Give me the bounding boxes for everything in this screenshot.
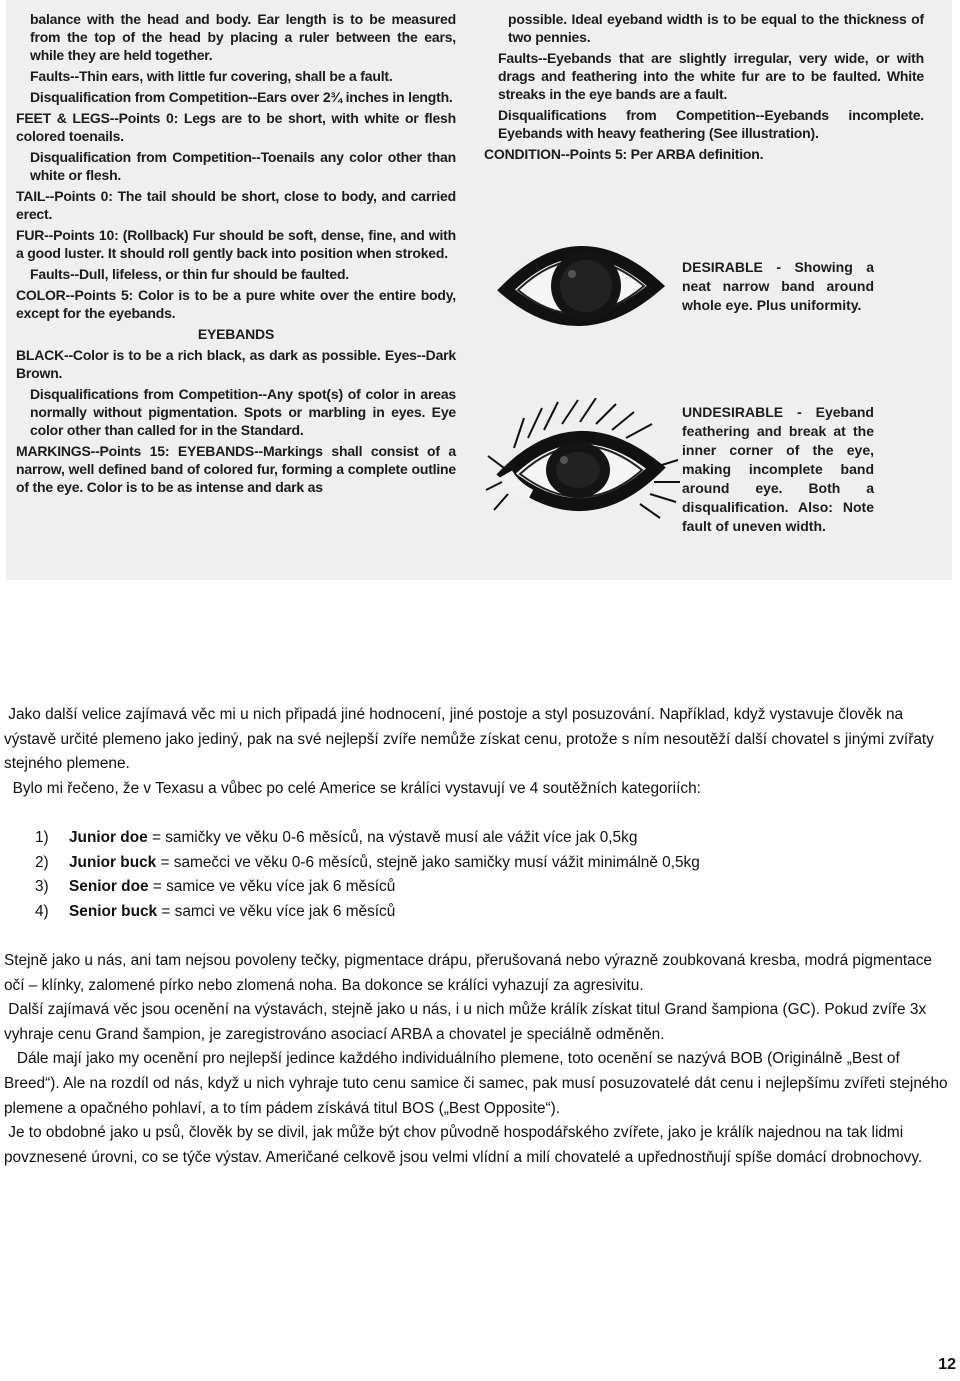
category-desc: = samečci ve věku 0-6 měsíců, stejně jako samičky musí vážit minimálně 0,5kg	[156, 853, 700, 871]
category-desc: = samičky ve věku 0-6 měsíců, na výstavě musí ale vážit více jak 0,5kg	[147, 828, 638, 846]
paragraph	[4, 703, 956, 777]
desirable-eye-icon	[484, 222, 684, 372]
scan-right-column	[484, 10, 924, 166]
list-item	[35, 900, 956, 925]
category-list	[4, 826, 956, 924]
paragraph: Stejně jako u nás, ani tam nejsou povoleny tečky, pigmentace drápu, přerušovaná nebo výrazně zoubkovaná kresba, modrá pigmentace očí – klínky, zalomené pírko nebo zlomená noha. Ba dokonce se králíci vyhazují za agresivitu.	[4, 951, 932, 994]
scan-para: Disqualification from Competition--Toenails any color other than white or flesh.	[30, 149, 456, 183]
list-number: 2)	[35, 853, 49, 871]
scan-para: COLOR--Points 5: Color is to be a pure white over the entire body, except for the eyebands.	[16, 287, 456, 321]
scan-para: TAIL--Points 0: The tail should be short, close to body, and carried erect.	[16, 188, 456, 222]
desirable-caption: DESIRABLE - Showing a neat narrow band around whole eye. Plus uniformity.	[682, 259, 874, 313]
scanned-standard-image	[6, 0, 952, 580]
category-desc: = samci ve věku více jak 6 měsíců	[157, 902, 396, 920]
paragraph-text: Další zajímavá věc jsou ocenění na výstavách, stejně jako u nás, i u nich může králík získat titul Grand šampiona (GC). Pokud zvíře 3x vyhraje cenu Grand šampion, je zaregistrováno asociací ARBA a chovatel je speciálně odměněn.	[4, 1001, 927, 1043]
paragraph-text: Dále mají jako my ocenění pro nejlepší jedince každého individuálního plemene, toto ocenění se nazývá BOB (Originálně „Best of Breed“). Ale na rozdíl od nás, když u nich vyhraje tuto cenu samice či samec, pak musí posuzovatelé dát cenu i nejlepšímu zvířeti stejného plemene a opačného pohlaví, a to tím pádem získává titul BOS („Best Opposite“).	[4, 1050, 948, 1117]
list-item	[35, 875, 956, 900]
list-item	[35, 826, 956, 851]
undesirable-caption: UNDESIRABLE - Eyeband feathering and break at the inner corner of the eye, making incomplete band around eye. Both a disqualification. Also: Note fault of uneven width.	[682, 404, 874, 534]
article-text	[4, 703, 956, 1170]
scan-para: MARKINGS--Points 15: EYEBANDS--Markings shall consist of a narrow, well defined band of colored fur, forming a complete outline of the eye. Color is to be as intense and dark as	[16, 443, 456, 495]
scan-para: FUR--Points 10: (Rollback) Fur should be soft, dense, fine, and with a good luster. It should roll gently back into position when stroked.	[16, 227, 456, 261]
scan-para: possible. Ideal eyeband width is to be equal to the thickness of two pennies.	[508, 11, 924, 45]
paragraph-text: Je to obdobné jako u psů, člověk by se divil, jak může být chov původně hospodářského zvířete, jako je králík najednou na tak lidmi povznesené úrovni, co se týče výstav. Američané celkově jsou velmi vlídní a milí chovatelé a upřednostňují spíše domácí drobnochovy.	[4, 1124, 923, 1166]
scan-para: BLACK--Color is to be a rich black, as dark as possible. Eyes--Dark Brown.	[16, 347, 456, 381]
list-number: 3)	[35, 878, 49, 896]
list-number: 1)	[35, 828, 49, 846]
page-number: 12	[938, 1356, 956, 1373]
undesirable-eye-icon	[484, 398, 684, 568]
list-number: 4)	[35, 902, 49, 920]
paragraph-text: Bylo mi řečeno, že v Texasu a vůbec po celé Americe se králíci vystavují ve 4 soutěžních kategoriích:	[12, 779, 701, 797]
category-name: Junior buck	[69, 853, 157, 871]
desirable-eye-figure	[484, 222, 924, 372]
scan-para: Faults--Thin ears, with little fur covering, shall be a fault.	[30, 68, 393, 84]
scan-para: Disqualifications from Competition--Any spot(s) of color in areas normally without pigmentation. Spots or marbling in eyes. Eye color other than called for in the Standard.	[30, 386, 456, 438]
scan-para: balance with the head and body. Ear length is to be measured from the top of the head by placing a ruler between the ears, while they are held together.	[30, 11, 456, 63]
scan-heading-eyebands: EYEBANDS	[197, 326, 275, 342]
scan-left-column	[16, 10, 456, 499]
paragraph	[4, 1121, 956, 1170]
scan-para: CONDITION--Points 5: Per ARBA definition.	[484, 146, 764, 162]
category-name: Senior buck	[69, 902, 158, 920]
paragraph	[4, 777, 956, 802]
undesirable-eye-figure	[484, 398, 924, 548]
scan-para: Disqualification from Competition--Ears over 2¾ inches in length.	[30, 89, 453, 105]
scan-para: Faults--Eyebands that are slightly irregular, very wide, or with drags and feathering into the white fur are to be faulted. White streaks in the eye bands are a fault.	[498, 50, 924, 102]
paragraph	[4, 998, 956, 1047]
paragraph-text: Jako další velice zajímavá věc mi u nich připadá jiné hodnocení, jiné postoje a styl posuzování. Například, když vystavuje člověk na výstavě určité plemeno jako jediný, pak na své nejlepší zvíře nemůže získat cenu, protože s ním nesoutěží další chovatel s jinými zvířaty stejného plemene.	[4, 706, 934, 773]
scan-para: Faults--Dull, lifeless, or thin fur should be faulted.	[30, 266, 349, 282]
category-desc: = samice ve věku více jak 6 měsíců	[148, 878, 396, 896]
category-name: Senior doe	[69, 878, 149, 896]
category-name: Junior doe	[69, 828, 148, 846]
list-item	[35, 851, 956, 876]
scan-para: Disqualifications from Competition--Eyebands incomplete. Eyebands with heavy feathering (See illustration).	[498, 107, 924, 141]
paragraph	[4, 1047, 956, 1121]
scan-para: FEET & LEGS--Points 0: Legs are to be short, with white or flesh colored toenails.	[16, 110, 456, 144]
